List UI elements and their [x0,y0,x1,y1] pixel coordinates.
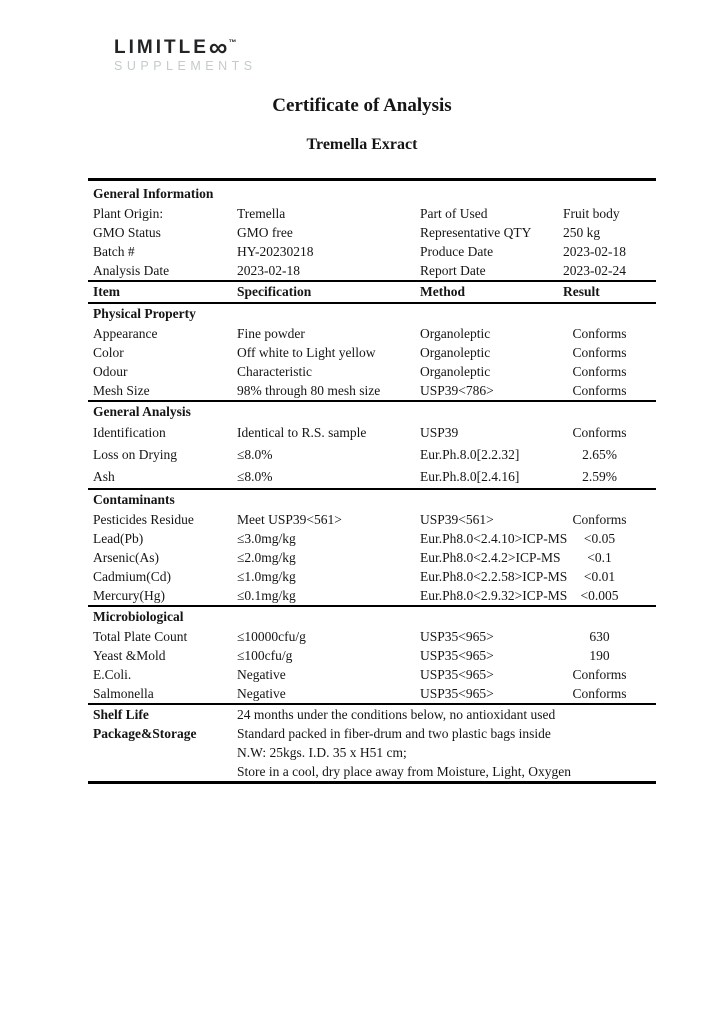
specification-cell: Negative [237,686,286,701]
specification-cell: ≤10000cfu/g [237,629,306,644]
method-cell: USP35<965> [420,648,494,663]
item-cell: Pesticides Residue [93,512,194,527]
footer-text: 24 months under the conditions below, no antioxidant used [237,707,556,722]
table-row [88,684,656,703]
method-cell: Eur.Ph8.0<2.9.32>ICP-MS [420,588,568,603]
footer-rows [88,705,656,781]
info-label: Produce Date [420,244,494,259]
table-row [88,665,656,684]
analysis-sections [88,304,656,705]
info-label: Plant Origin: [93,206,164,221]
method-cell: Eur.Ph8.0<2.2.58>ICP-MS [420,569,568,584]
result-cell: Conforms [572,364,627,379]
table-row [88,548,656,567]
specification-cell: 98% through 80 mesh size [237,383,381,398]
footer-label [93,743,237,762]
result-cell: Conforms [572,345,627,360]
method-cell: Organoleptic [420,326,491,341]
general-info-rows [88,204,656,280]
brand-subtitle: SUPPLEMENTS [114,59,257,73]
result-cell: 630 [589,629,610,644]
specification-cell: ≤0.1mg/kg [237,588,296,603]
item-cell: Mesh Size [93,383,150,398]
info-value: 2023-02-24 [563,263,626,278]
result-cell: Conforms [572,686,627,701]
infinity-icon: ∞ [208,32,228,62]
table-row [88,646,656,665]
brand-wordmark [114,32,257,62]
method-cell: USP35<965> [420,686,494,701]
method-cell: USP35<965> [420,667,494,682]
table-row [88,529,656,548]
info-label: GMO Status [93,225,161,240]
info-value: GMO free [237,225,293,240]
footer-text: N.W: 25kgs. I.D. 35 x H51 cm; [237,745,407,760]
method-cell: Eur.Ph.8.0[2.4.16] [420,469,520,484]
info-value: 2023-02-18 [237,263,300,278]
item-cell: Total Plate Count [93,629,188,644]
info-row [88,223,656,242]
specification-cell: ≤8.0% [237,447,273,462]
footer-text: Store in a cool, dry place away from Moisture, Light, Oxygen [237,764,572,779]
general-info-heading: General Information [93,186,214,201]
info-value: 2023-02-18 [563,244,626,259]
result-cell: 190 [589,648,610,663]
method-cell: Eur.Ph8.0<2.4.2>ICP-MS [420,550,561,565]
footer-label: Package&Storage [93,726,197,741]
footer-row [88,724,656,743]
method-cell: Organoleptic [420,364,491,379]
specification-cell: Fine powder [237,326,305,341]
certificate-table [88,178,656,784]
info-row [88,204,656,223]
method-cell: Eur.Ph8.0<2.4.10>ICP-MS [420,531,568,546]
table-row [88,343,656,362]
info-value: HY-20230218 [237,244,314,259]
footer-text: Standard packed in fiber-drum and two plastic bags inside [237,726,551,741]
divider-bottom [88,781,656,784]
section-heading: Physical Property [93,306,196,321]
document-title: Certificate of Analysis [272,95,452,116]
info-label: Report Date [420,263,486,278]
section-heading: General Analysis [93,404,191,419]
result-cell: Conforms [572,512,627,527]
product-name: Tremella Exract [306,136,418,153]
table-row [88,510,656,529]
info-label: Representative QTY [420,225,532,240]
result-cell: <0.05 [583,531,616,546]
footer-row [88,705,656,724]
item-cell: Arsenic(As) [93,550,159,565]
item-cell: Odour [93,364,128,379]
info-value: 250 kg [563,225,601,240]
info-value: Tremella [237,206,286,221]
item-cell: Cadmium(Cd) [93,569,171,584]
method-cell: USP39<786> [420,383,494,398]
item-cell: Mercury(Hg) [93,588,165,603]
info-row [88,261,656,280]
info-label: Batch # [93,244,135,259]
result-cell: <0.1 [587,550,612,565]
item-cell: Lead(Pb) [93,531,144,546]
result-cell: 2.59% [582,469,617,484]
specification-cell: ≤2.0mg/kg [237,550,296,565]
info-label: Part of Used [420,206,488,221]
specification-cell: Identical to R.S. sample [237,425,367,440]
item-cell: Color [93,345,124,360]
result-cell: Conforms [572,425,627,440]
method-cell: USP39<561> [420,512,494,527]
table-row [88,586,656,605]
footer-label: Shelf Life [93,707,149,722]
table-row [88,444,656,466]
specification-cell: Characteristic [237,364,312,379]
table-row [88,324,656,343]
column-header-result: Result [563,284,600,299]
result-cell: 2.65% [582,447,617,462]
footer-row [88,743,656,762]
specification-cell: Off white to Light yellow [237,345,376,360]
info-value: Fruit body [563,206,620,221]
item-cell: Appearance [93,326,158,341]
section-heading: Microbiological [93,609,184,624]
item-cell: Salmonella [93,686,154,701]
table-row [88,381,656,400]
footer-row [88,762,656,781]
result-cell: Conforms [572,383,627,398]
table-row [88,466,656,488]
column-header-method: Method [420,284,465,299]
company-logo [114,33,257,73]
item-cell: E.Coli. [93,667,132,682]
info-row [88,242,656,261]
specification-cell: ≤1.0mg/kg [237,569,296,584]
item-cell: Yeast &Mold [93,648,166,663]
result-cell: Conforms [572,326,627,341]
section-heading: Contaminants [93,492,175,507]
result-cell: <0.005 [580,588,619,603]
result-cell: <0.01 [583,569,616,584]
item-cell: Ash [93,469,115,484]
info-label: Analysis Date [93,263,170,278]
item-cell: Identification [93,425,166,440]
result-cell: Conforms [572,667,627,682]
method-cell: USP35<965> [420,629,494,644]
trademark-symbol: ™ [228,38,237,47]
method-cell: USP39 [420,425,459,440]
specification-cell: Negative [237,667,286,682]
table-row [88,422,656,444]
column-header-specification: Specification [237,284,312,299]
table-row [88,567,656,586]
footer-label [93,762,237,781]
table-header-row [88,282,656,302]
specification-cell: ≤8.0% [237,469,273,484]
specification-cell: ≤100cfu/g [237,648,293,663]
method-cell: Organoleptic [420,345,491,360]
table-row [88,627,656,646]
method-cell: Eur.Ph.8.0[2.2.32] [420,447,520,462]
brand-text: LIMITLE [114,37,209,58]
column-header-item: Item [93,284,120,299]
item-cell: Loss on Drying [93,447,177,462]
specification-cell: ≤3.0mg/kg [237,531,296,546]
table-row [88,362,656,381]
specification-cell: Meet USP39<561> [237,512,342,527]
